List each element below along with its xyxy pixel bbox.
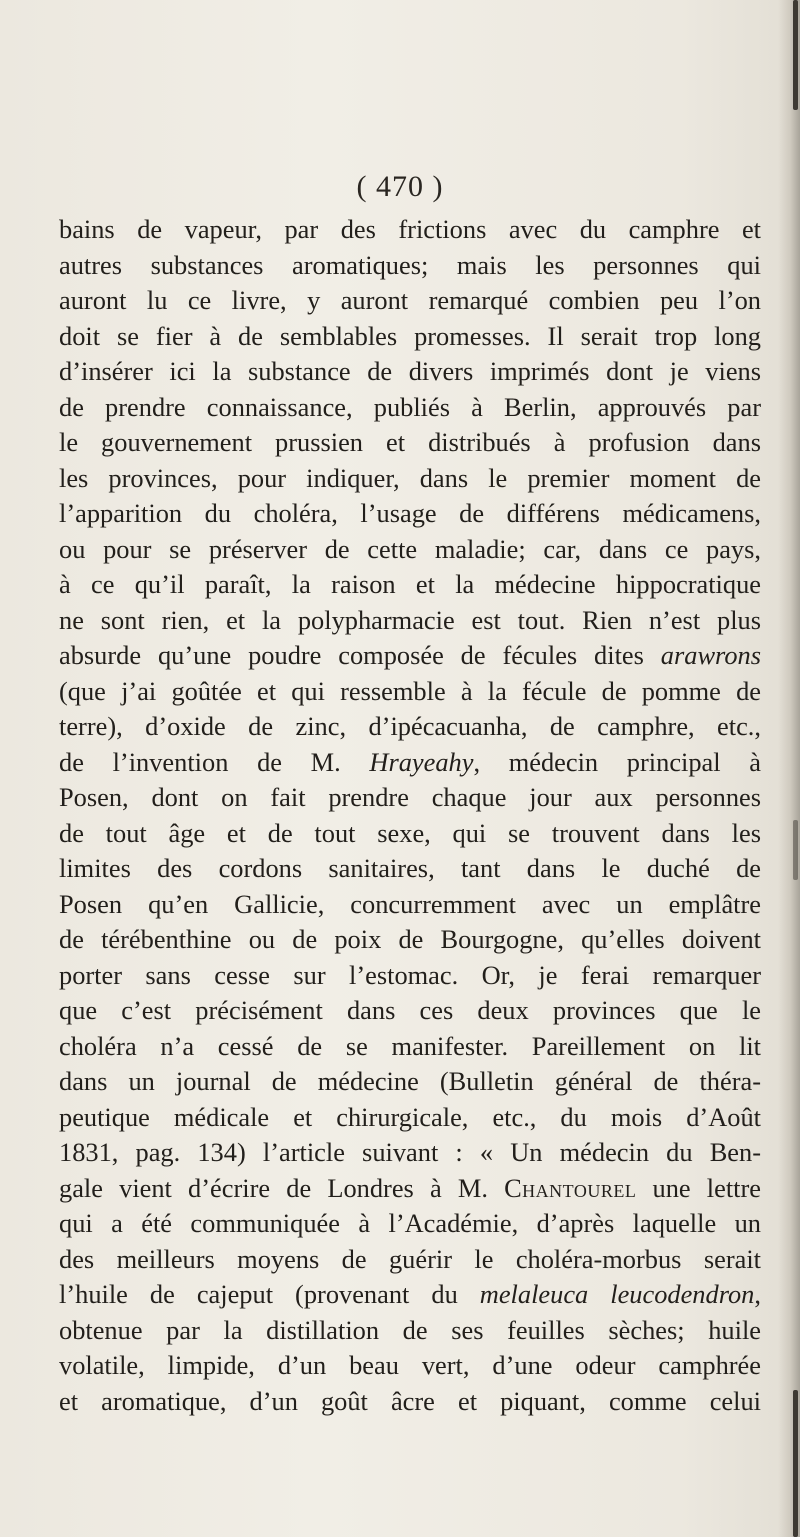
text-line <box>59 638 761 674</box>
text-segment: les provinces, pour indiquer, dans le premier moment de <box>59 462 761 493</box>
text-segment: , médecin principal à <box>473 746 761 777</box>
text-line <box>59 1064 761 1100</box>
text-segment: de l’invention de M. <box>59 746 370 777</box>
text-line <box>59 248 761 284</box>
text-segment: choléra n’a cessé de se manifester. Pareillement on lit <box>59 1030 761 1061</box>
text-segment: bains de vapeur, par des frictions avec du camphre et <box>59 214 761 244</box>
text-line <box>59 1348 761 1384</box>
text-line <box>59 425 761 461</box>
text-segment: limites des cordons sanitaires, tant dans le duché de <box>59 853 761 883</box>
text-segment: auront lu ce livre, y auront remarqué combien peu l’on <box>59 285 761 315</box>
text-segment: une lettre <box>636 1172 761 1203</box>
text-line <box>59 1135 761 1171</box>
text-segment: arawrons <box>660 640 761 670</box>
text-segment: Chantourel <box>504 1172 637 1203</box>
text-segment: gale vient d’écrire de Londres à M. <box>59 1172 505 1203</box>
text-line <box>59 319 761 355</box>
text-segment: et aromatique, d’un goût âcre et piquant, comme celui <box>59 1385 761 1416</box>
text-segment: Hrayeahy <box>369 746 474 777</box>
text-segment: porter sans cesse sur l’estomac. Or, je ferai remarquer <box>59 959 761 990</box>
text-line <box>59 674 761 710</box>
text-segment: l’huile de cajeput (provenant du <box>59 1279 480 1309</box>
text-line <box>59 1384 761 1420</box>
text-line <box>59 567 761 603</box>
page-edge-mark <box>793 1390 798 1537</box>
text-segment: , <box>754 1279 761 1309</box>
text-segment: des meilleurs moyens de guérir le choléra-morbus serait <box>59 1243 761 1274</box>
text-line <box>59 745 761 781</box>
text-segment: Posen, dont on fait prendre chaque jour aux personnes <box>59 782 761 812</box>
text-line <box>59 354 761 390</box>
text-line <box>59 993 761 1029</box>
text-segment: autres substances aromatiques; mais les personnes qui <box>59 249 761 280</box>
text-segment: de térébenthine ou de poix de Bourgogne, qu’elles doivent <box>59 924 761 954</box>
text-line <box>59 1171 761 1207</box>
text-line <box>59 1277 761 1313</box>
page-edge-shadow <box>778 0 800 1537</box>
text-line <box>59 922 761 958</box>
text-line <box>59 1100 761 1136</box>
text-segment: que c’est précisément dans ces deux provinces que le <box>59 995 761 1025</box>
text-segment: ou pour se préserver de cette maladie; car, dans ce pays, <box>59 533 761 564</box>
text-line <box>59 887 761 923</box>
text-segment: ne sont rien, et la polypharmacie est tout. Rien n’est plus <box>59 604 761 635</box>
text-segment: l’apparition du choléra, l’usage de différens médicamens, <box>59 498 761 528</box>
text-segment: dans un journal de médecine (Bulletin général de théra- <box>59 1066 761 1096</box>
text-line <box>59 709 761 745</box>
text-line <box>59 816 761 852</box>
text-segment: terre), d’oxide de zinc, d’ipécacuanha, de camphre, etc., <box>59 711 761 741</box>
text-segment: à ce qu’il paraît, la raison et la médecine hippocratique <box>59 569 761 599</box>
text-line <box>59 461 761 497</box>
text-segment: doit se fier à de semblables promesses. Il serait trop long <box>59 320 761 351</box>
text-segment: de tout âge et de tout sexe, qui se trouvent dans les <box>59 817 761 848</box>
text-line <box>59 1313 761 1349</box>
text-line <box>59 958 761 994</box>
text-line <box>59 1242 761 1278</box>
text-segment: volatile, limpide, d’un beau vert, d’une odeur camphrée <box>59 1350 761 1380</box>
text-segment: obtenue par la distillation de ses feuilles sèches; huile <box>59 1314 761 1345</box>
text-segment: de prendre connaissance, publiés à Berlin, approuvés par <box>59 391 761 422</box>
text-line <box>59 283 761 319</box>
text-segment: peutique médicale et chirurgicale, etc., du mois d’Août <box>59 1101 761 1132</box>
text-segment: absurde qu’une poudre composée de fécules dites <box>59 640 661 670</box>
text-line <box>59 390 761 426</box>
body-text <box>59 212 761 1419</box>
text-line <box>59 496 761 532</box>
text-segment: melaleuca leucodendron <box>479 1279 755 1309</box>
text-line <box>59 532 761 568</box>
text-line <box>59 1206 761 1242</box>
text-line <box>59 851 761 887</box>
text-line <box>59 780 761 816</box>
text-line <box>59 1029 761 1065</box>
text-segment: 1831, pag. 134) l’article suivant : « Un médecin du Ben- <box>59 1137 761 1167</box>
page-edge-mark <box>793 0 798 110</box>
page-edge-mark <box>793 820 798 880</box>
text-segment: d’insérer ici la substance de divers imprimés dont je viens <box>59 356 761 386</box>
text-line <box>59 603 761 639</box>
text-segment: le gouvernement prussien et distribués à profusion dans <box>59 427 761 457</box>
text-segment: (que j’ai goûtée et qui ressemble à la fécule de pomme de <box>59 675 761 706</box>
text-segment: Posen qu’en Gallicie, concurremment avec un emplâtre <box>59 888 761 919</box>
page-number: ( 470 ) <box>356 170 444 203</box>
text-line <box>59 212 761 248</box>
text-segment: qui a été communiquée à l’Académie, d’après laquelle un <box>59 1208 761 1238</box>
